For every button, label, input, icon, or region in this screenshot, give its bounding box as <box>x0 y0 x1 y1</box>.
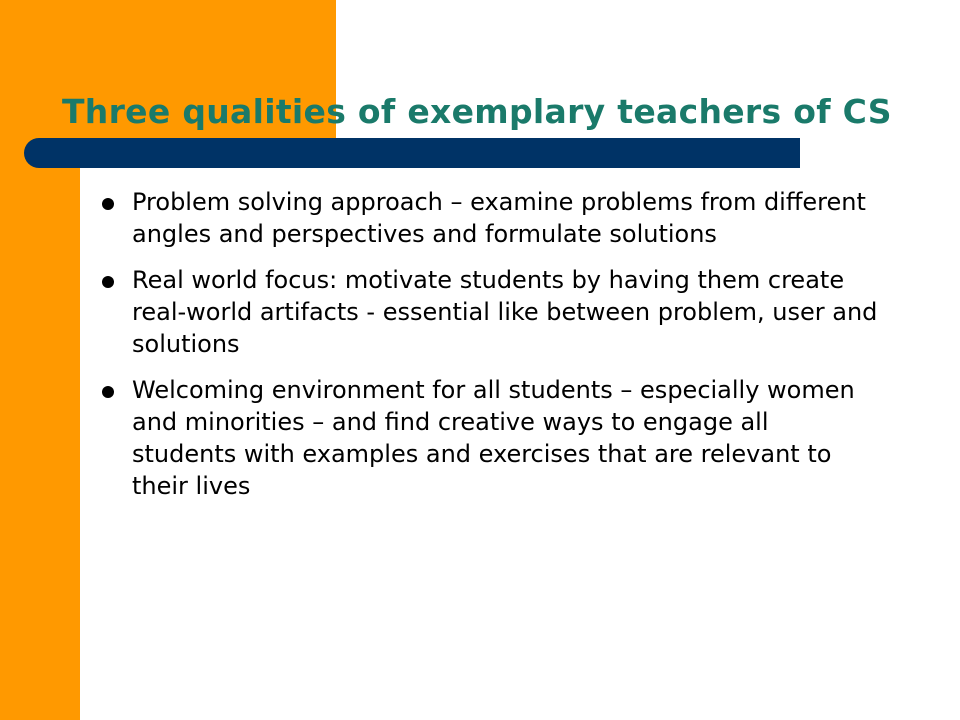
bullet-text: Real world focus: motivate students by having them create real-world artifacts - essential like between problem, user and solutions <box>132 266 878 358</box>
bullet-item <box>100 264 880 360</box>
bullet-text: Problem solving approach – examine problems from different angles and perspectives and formulate solutions <box>132 188 866 248</box>
bullet-text: Welcoming environment for all students – especially women and minorities – and find creative ways to engage all students with examples and exercises that are relevant to their lives <box>132 376 855 500</box>
bullet-dot-icon <box>102 198 114 210</box>
bullet-item <box>100 374 880 502</box>
bullet-dot-icon <box>102 276 114 288</box>
title-underline-bar <box>24 138 800 168</box>
bullet-item <box>100 186 880 250</box>
bullet-list <box>100 186 880 516</box>
bullet-dot-icon <box>102 386 114 398</box>
slide-title: Three qualities of exemplary teachers of CS <box>62 92 892 131</box>
